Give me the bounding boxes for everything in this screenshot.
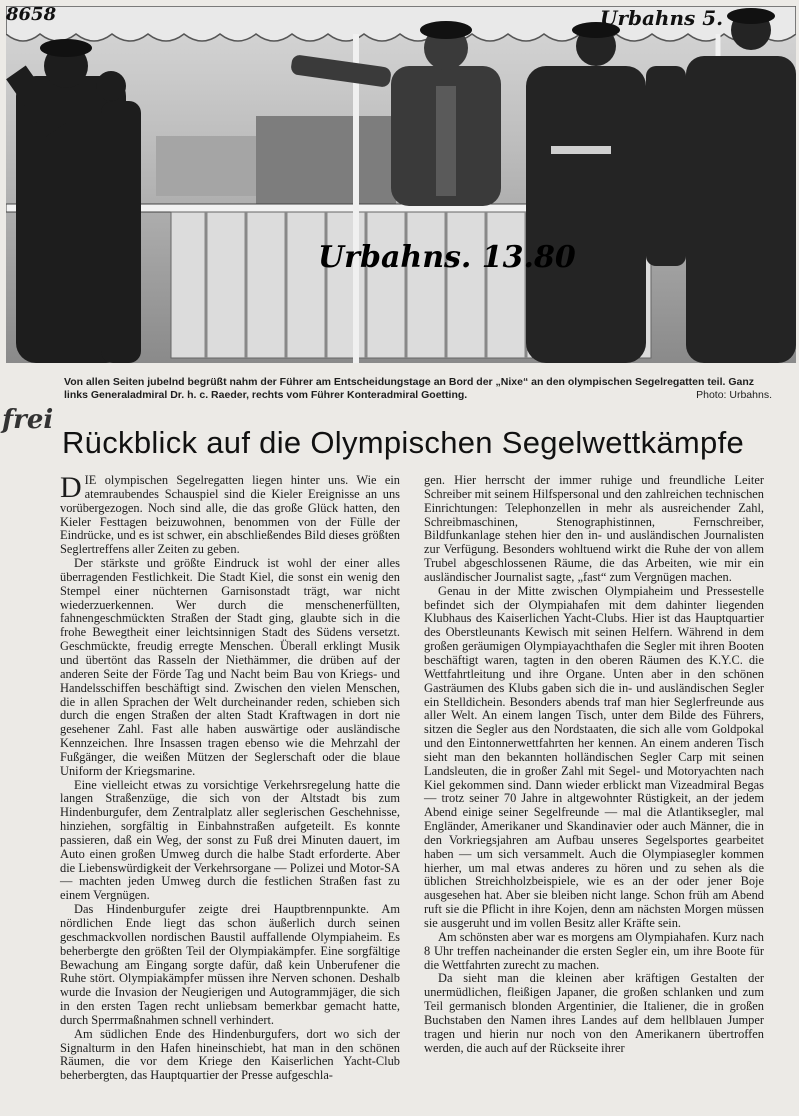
photo-illustration bbox=[6, 6, 796, 363]
photo-caption bbox=[64, 376, 772, 402]
paragraph: Der stärkste und größte Eindruck ist wohl der einer alles überragenden Festlichkeit. Die Stadt Kiel, die sonst ein wenig den Stempel einer nüchternen Garnisonstadt trägt, war nicht wiederzuerkennen. Wer durch die menschenerfüllten, fahnengeschmückten Straßen der Stadt ging, glaubte sich in die frohe Bewegtheit einer leichtsinnigen Stadt des Südens versetzt. Geschmückte, freudig erregte Menschen. Überall erklingt Musik und übertönt das Rasseln der Niethämmer, die drüben auf der anderen Seite der Förde Tag und Nacht beim Bau von Kriegs- und Handelsschiffen beschäftigt sind. Zwischen den vielen Menschen, die in allen Sprachen der Welt durcheinander reden, schieben sich durch die engen Straßen der alten Stadt Kraftwagen in dort nie gesehener Zahl. Fast alle haben auswärtige oder ausländische Kennzeichen. Ihre Insassen tragen ebenso wie die Mehrzahl der Fußgänger, die weißen Mützen der Seglerschaft oder die blaue Uniform der Kriegsmarine. bbox=[60, 556, 400, 778]
paragraph: Am schönsten aber war es morgens am Olympiahafen. Kurz nach 8 Uhr treffen nacheinander die ersten Segler ein, um ihre Boote für die Wettfahrten zurecht zu machen. bbox=[424, 929, 764, 972]
photo-credit: Photo: Urbahns. bbox=[696, 389, 772, 401]
paragraph: gen. Hier herrscht der immer ruhige und freundliche Leiter Schreiber mit seinem Hilfspersonal und den zahlreichen technischen Einrichtungen: Telephonzellen in mehr als ausreichender Zahl, Schreibmaschinen, Stenographistinnen, Fernschreiber, Bildfunkanlage stehen hier den in- und ausländischen Journalisten zur Verfügung. Besonders wohltuend wirkt die Ruhe der von allem Trubel abgeschlossenen Räume, die das Arbeiten, wie mir ein ausländischer Journalist sagte, „fast“ zum Vergnügen machen. bbox=[424, 473, 764, 584]
paragraph: Da sieht man die kleinen aber kräftigen Gestalten der unermüdlichen, fleißigen Japaner, die großen schlanken und zum Teil germanisch blonden Argentinier, die Italiener, die in großen Buchstaben den Namen ihres Landes auf dem hellblauen Jumper tragen und hierin nur noch von den Amerikanern übertroffen werden, die auch auf der Rückseite ihrer bbox=[424, 971, 764, 1055]
paragraph: Eine vielleicht etwas zu vorsichtige Verkehrsregelung hatte die langen Straßenzüge, die sich von der Altstadt bis zum Hindenburgufer, dem Zentralplatz aller seglerischen Geschehnisse, hinziehen, sorgfältig in Einbahnstraßen aufgeteilt. Es konnte passieren, daß ein Weg, der sonst zu Fuß drei Minuten dauert, im Auto einen großen Umweg durch die halbe Stadt erforderte. Aber die Liebenswürdigkeit der Verkehrsorgane — Polizei und Motor-SA — machten jeden Umweg durch die festlichen Straßen fast zu einem Vergnügen. bbox=[60, 777, 400, 903]
paragraph: Am südlichen Ende des Hindenburgufers, dort wo sich der Signalturm in den Hafen hineinschiebt, hat man in den schönen Räumen, die vor dem Kriege den Kaiserlichen Yacht-Club beherbergten, das Hauptquartier der Presse aufgeschla- bbox=[60, 1026, 400, 1083]
article-headline: Rückblick auf die Olympischen Segelwettkämpfe bbox=[62, 425, 745, 460]
handwritten-photo-note: Urbahns. 13.80 bbox=[318, 240, 576, 275]
archive-number-annotation: 8658 bbox=[6, 4, 57, 25]
caption-text: Von allen Seiten jubelnd begrüßt nahm der Führer am Entscheidungstage an Bord der „Nixe“ an den olympischen Segelregatten teil. Ganz links Generaladmiral Dr. h. c. Raeder, rechts vom Führer Konteradmiral Goetting. bbox=[64, 376, 755, 401]
article-right-column bbox=[424, 474, 764, 1055]
drop-cap: D bbox=[60, 471, 82, 504]
paragraph: Das Hindenburgufer zeigte drei Hauptbrennpunkte. Am nördlichen Ende liegt das schon äußerlich durch seinen geschmackvollen nordischen Baustil auffallende Olympiaheim. Es beherbergte den größten Teil der Olympiakämpfer. Eine sorgfältige Bewachung am Eingang sorgte dafür, daß kein Unberufener die Ruhe stört. Olympiakämpfer müssen ihre Nerven schonen. Deshalb wurde die Invasion der Neugierigen und Autogrammjäger, die sich in den ersten Tagen recht unliebsam bemerkbar gemacht hatte, durch Sperrmaßnahmen schnell verhindert. bbox=[60, 902, 400, 1027]
article-left-column bbox=[60, 471, 400, 1083]
photographer-annotation: Urbahns 5. bbox=[600, 6, 724, 30]
header-photograph bbox=[6, 6, 796, 363]
paragraph: Genau in der Mitte zwischen Olympiaheim und Pressestelle befindet sich der Olympiahafen mit dem dahinter liegenden Klubhaus des Kaiserlichen Yacht-Clubs. Hier ist das Hauptquartier des Oberstleunants Kewisch mit seinen Helfern. Während in dem großen geräumigen Olympiayachthafen die Segler mit ihren Booten beschäftigt waren, tagten in den oberen Räumen des K.Y.C. die Wettfahrtleitung und ihre Organe. Unten aber in den schönen Gasträumen des Klubs gaben sich die in- und ausländischen Segler ein Stelldichein. Besonders abends traf man hier Seglerfreunde aus aller Welt. An einem langen Tisch, unter dem Bilde des Führers, sitzen die Segler aus den Nordstaaten, die sich alle vom Goldpokal und den Eintonnerwettfahrten her kennen. An einem anderen Tisch sieht man den bekannten holländischen Segler Carp mit seinen Landsleuten, die in großer Zahl mit Segel- und Motoryachten nach Kiel gekommen sind. Dann wieder erblickt man Vizeadmiral Begas — trotz seiner 70 Jahre in altgewohnter Rüstigkeit, an der jedem Abend einige seiner Segelfreunde — mal die Atlantiksegler, mal Engländer, Amerikaner und Skandinavier oder auch Männer, die in den Vorkriegsjahren am Aufbau unseres Segelsportes gearbeitet haben — um sich versammelt. Auch die Olympiasegler kommen hierher, um mal etwas anderes zu hören und zu sehen als die üblichen Streichholzbeispiele, wie es an der oder jener Boje ausgesehen hat. Aber sie bleiben nicht lange. Schon früh am Abend ruft sie die Pflicht in ihre Kojen, denn am nächsten Morgen müssen sie ausgeruht und im vollen Besitz aller Kräfte sein. bbox=[424, 583, 764, 930]
paragraph: DIE olympischen Segelregatten liegen hinter uns. Wie ein atemraubendes Schauspiel sind die Kieler Ereignisse an uns vorübergezogen. Noch sind alle, die das große Glück hatten, den Kieler Festtagen beizuwohnen, benommen von der Fülle der Eindrücke, und es ist schwer, ein abschließendes Bild dieses größten Seglertreffens aller Zeiten zu geben. bbox=[60, 471, 400, 557]
margin-annotation: frei bbox=[2, 405, 54, 435]
